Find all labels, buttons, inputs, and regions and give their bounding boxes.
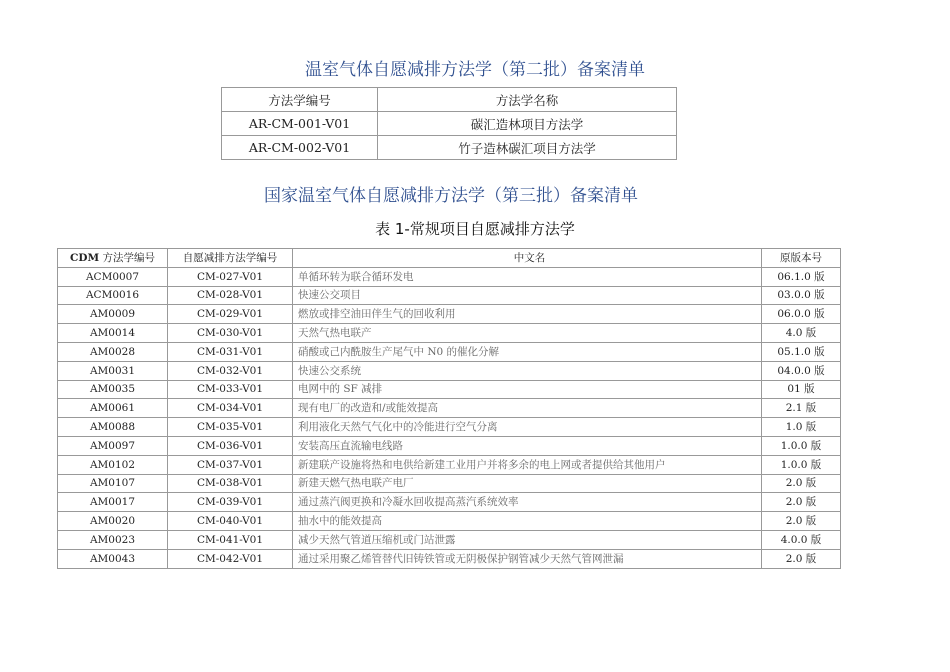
cell-version: 2.0 版 <box>762 474 841 493</box>
cell-version: 4.0 版 <box>762 324 841 343</box>
cell-chinese-name: 通过蒸汽阀更换和冷凝水回收提高蒸汽系统效率 <box>293 493 762 512</box>
table-row <box>222 112 677 136</box>
table-header-row <box>58 249 841 268</box>
cell-version: 06.0.0 版 <box>762 305 841 324</box>
table-row <box>58 380 841 399</box>
methodology-table-third-batch <box>57 248 841 569</box>
cell-ccer-code: CM-034-V01 <box>168 399 293 418</box>
cell-chinese-name: 通过采用聚乙烯管替代旧铸铁管或无阴极保护钢管减少天然气管网泄漏 <box>293 549 762 568</box>
cell-version: 1.0.0 版 <box>762 455 841 474</box>
column-header-chinese-name: 中文名 <box>293 249 762 268</box>
cell-chinese-name: 利用液化天然气气化中的冷能进行空气分离 <box>293 418 762 437</box>
cell-chinese-name: 电网中的 SF 减排 <box>293 380 762 399</box>
methodology-table-second-batch <box>221 87 677 160</box>
cell-chinese-name: 快速公交系统 <box>293 361 762 380</box>
cell-cdm-code: AM0014 <box>58 324 168 343</box>
cell-code: AR-CM-002-V01 <box>222 136 378 160</box>
cell-cdm-code: ACM0007 <box>58 267 168 286</box>
cell-chinese-name: 现有电厂的改造和/或能效提高 <box>293 399 762 418</box>
cell-cdm-code: AM0035 <box>58 380 168 399</box>
table-row <box>58 418 841 437</box>
cell-ccer-code: CM-042-V01 <box>168 549 293 568</box>
table-row <box>58 361 841 380</box>
cell-version: 2.0 版 <box>762 549 841 568</box>
cell-version: 05.1.0 版 <box>762 342 841 361</box>
cell-code: AR-CM-001-V01 <box>222 112 378 136</box>
cell-ccer-code: CM-027-V01 <box>168 267 293 286</box>
cell-chinese-name: 快速公交项目 <box>293 286 762 305</box>
cell-cdm-code: ACM0016 <box>58 286 168 305</box>
table-row <box>58 399 841 418</box>
cell-ccer-code: CM-031-V01 <box>168 342 293 361</box>
cell-version: 2.0 版 <box>762 493 841 512</box>
table-row <box>58 530 841 549</box>
cell-version: 06.1.0 版 <box>762 267 841 286</box>
table-row <box>58 342 841 361</box>
cell-version: 2.0 版 <box>762 512 841 531</box>
cell-cdm-code: AM0023 <box>58 530 168 549</box>
cell-chinese-name: 减少天然气管道压缩机或门站泄露 <box>293 530 762 549</box>
cell-cdm-code: AM0043 <box>58 549 168 568</box>
cdm-label: CDM <box>70 251 100 264</box>
cell-ccer-code: CM-036-V01 <box>168 436 293 455</box>
cell-version: 2.1 版 <box>762 399 841 418</box>
cell-version: 4.0.0 版 <box>762 530 841 549</box>
cell-cdm-code: AM0107 <box>58 474 168 493</box>
cell-chinese-name: 天然气热电联产 <box>293 324 762 343</box>
table-row <box>222 136 677 160</box>
table-row <box>58 493 841 512</box>
cell-name: 竹子造林碳汇项目方法学 <box>378 136 677 160</box>
title-second-batch: 温室气体自愿减排方法学（第二批）备案清单 <box>305 60 645 80</box>
cell-version: 03.0.0 版 <box>762 286 841 305</box>
table-header-row <box>222 88 677 112</box>
table-row <box>58 474 841 493</box>
cell-cdm-code: AM0031 <box>58 361 168 380</box>
cell-version: 04.0.0 版 <box>762 361 841 380</box>
table-row <box>58 267 841 286</box>
table-caption: 表 1-常规项目自愿减排方法学 <box>375 220 575 238</box>
cell-version: 1.0.0 版 <box>762 436 841 455</box>
cell-chinese-name: 单循环转为联合循环发电 <box>293 267 762 286</box>
cell-cdm-code: AM0097 <box>58 436 168 455</box>
cell-cdm-code: AM0028 <box>58 342 168 361</box>
cell-ccer-code: CM-029-V01 <box>168 305 293 324</box>
cell-cdm-code: AM0088 <box>58 418 168 437</box>
table-row <box>58 324 841 343</box>
cell-ccer-code: CM-035-V01 <box>168 418 293 437</box>
cell-name: 碳汇造林项目方法学 <box>378 112 677 136</box>
table-row <box>58 455 841 474</box>
cell-chinese-name: 硝酸或己内酰胺生产尾气中 N0 的催化分解 <box>293 342 762 361</box>
cell-ccer-code: CM-030-V01 <box>168 324 293 343</box>
cell-ccer-code: CM-041-V01 <box>168 530 293 549</box>
cell-ccer-code: CM-038-V01 <box>168 474 293 493</box>
cell-cdm-code: AM0009 <box>58 305 168 324</box>
cell-cdm-code: AM0102 <box>58 455 168 474</box>
table-row <box>58 436 841 455</box>
cell-ccer-code: CM-028-V01 <box>168 286 293 305</box>
table-row <box>58 286 841 305</box>
cell-chinese-name: 燃放或排空油田伴生气的回收利用 <box>293 305 762 324</box>
cell-ccer-code: CM-037-V01 <box>168 455 293 474</box>
column-header-cdm-code <box>58 249 168 268</box>
column-header-ccer-code: 自愿减排方法学编号 <box>168 249 293 268</box>
table-row <box>58 549 841 568</box>
cell-ccer-code: CM-039-V01 <box>168 493 293 512</box>
cell-cdm-code: AM0061 <box>58 399 168 418</box>
cdm-header-rest: 方法学编号 <box>99 251 155 264</box>
cell-chinese-name: 安装高压直流输电线路 <box>293 436 762 455</box>
column-header-version: 原版本号 <box>762 249 841 268</box>
cell-version: 01 版 <box>762 380 841 399</box>
cell-ccer-code: CM-033-V01 <box>168 380 293 399</box>
column-header-code: 方法学编号 <box>222 88 378 112</box>
cell-ccer-code: CM-032-V01 <box>168 361 293 380</box>
cell-chinese-name: 抽水中的能效提高 <box>293 512 762 531</box>
column-header-name: 方法学名称 <box>378 88 677 112</box>
cell-chinese-name: 新建天燃气热电联产电厂 <box>293 474 762 493</box>
cell-version: 1.0 版 <box>762 418 841 437</box>
title-third-batch: 国家温室气体自愿减排方法学（第三批）备案清单 <box>264 186 638 206</box>
table-row <box>58 305 841 324</box>
cell-chinese-name: 新建联产设施将热和电供给新建工业用户并将多余的电上网或者提供给其他用户 <box>293 455 762 474</box>
cell-cdm-code: AM0017 <box>58 493 168 512</box>
table-row <box>58 512 841 531</box>
cell-ccer-code: CM-040-V01 <box>168 512 293 531</box>
cell-cdm-code: AM0020 <box>58 512 168 531</box>
